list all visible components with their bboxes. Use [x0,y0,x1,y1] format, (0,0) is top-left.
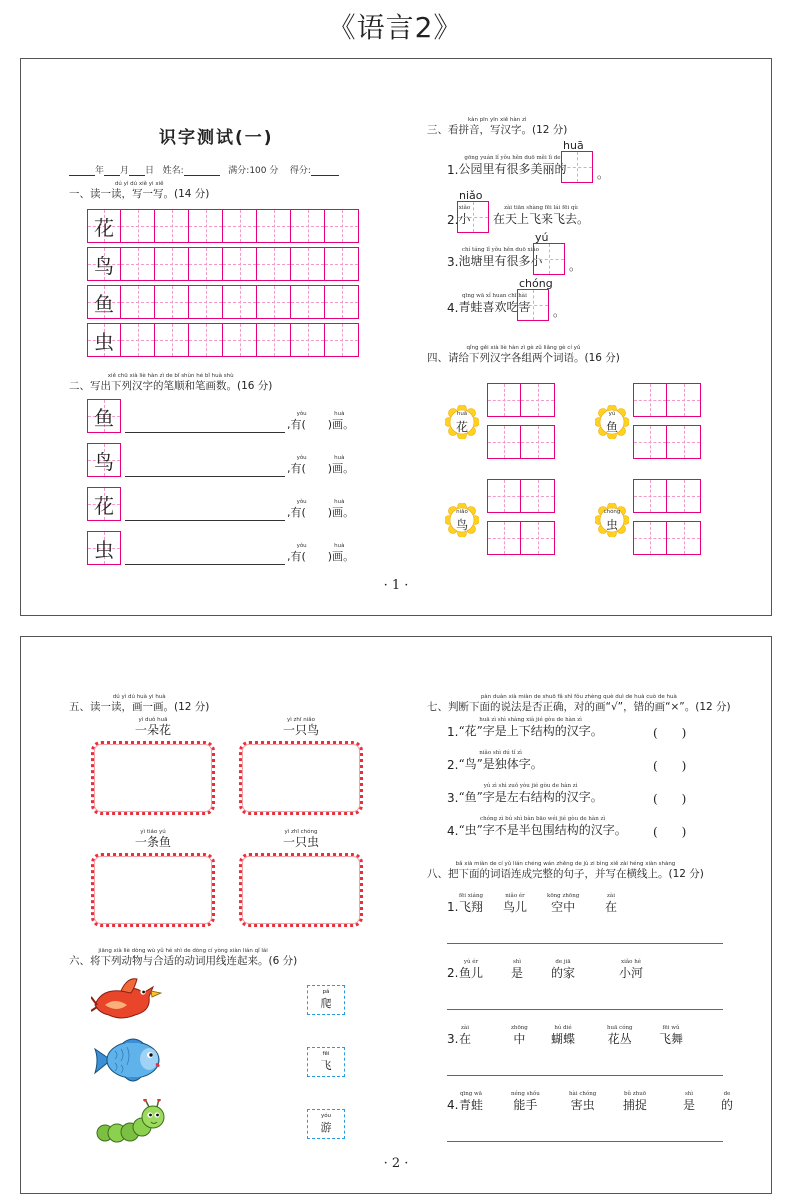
stroke-character-box [87,443,121,477]
word-grid-row [633,479,701,513]
answer-line[interactable] [447,1009,723,1010]
word-cell[interactable] [667,479,701,513]
word-text: 中 [513,1032,526,1046]
word-cell[interactable] [487,479,521,513]
stroke-order-line[interactable] [125,507,285,521]
year-blank[interactable] [69,166,95,176]
answer-pinyin: yú [535,231,549,244]
writing-cell[interactable] [121,247,155,281]
stroke-character: 鱼 [94,405,114,430]
word-chip [569,1091,596,1113]
ending-text: 。 [569,259,582,273]
answer-line[interactable] [447,943,723,944]
item-number: 3. [447,1032,459,1046]
writing-cell[interactable] [223,285,257,319]
word-pinyin: xiǎo hé [621,959,641,965]
word-chip [511,1091,540,1113]
stroke-order-line[interactable] [125,551,285,565]
word-text: 鸟儿 [503,900,528,914]
flower-badge [445,405,479,439]
prompt-pinyin: yì duǒ huā [138,717,168,723]
month-label: 月 [120,166,130,176]
section-2-label: 二、写出下列汉字的笔顺和笔画数。(16 分) [69,380,273,392]
worksheet-page-1 [20,58,772,616]
grid-row [87,323,359,357]
word-pinyin: zhōng [511,1025,528,1031]
word-text: 青蛙 [459,1098,484,1112]
section-3-pinyin: kàn pīn yīn xiě hàn zì [468,117,527,123]
section-8-pinyin: bǎ xià miàn de cí yǔ lián chéng wán zhěng de jù zi bìng xiě zài héng xiàn shàng [455,861,676,867]
drawing-frame[interactable] [239,853,363,927]
writing-cell[interactable] [189,323,223,357]
model-character: 花 [94,215,114,240]
sentence-pinyin: qīng wā xǐ huan chī hài [462,293,527,299]
writing-cell[interactable] [121,209,155,243]
word-cell[interactable] [521,521,555,555]
statement-row [447,750,543,772]
item-number: 2. [447,966,459,980]
flower-badge [595,405,629,439]
section-6-pinyin: jiāng xià liè dòng wù yǔ hé shì de dòng cí yòng xiàn lián qǐ lái [98,948,268,954]
word-text: 是 [511,966,524,980]
score-blank[interactable] [311,166,339,176]
item-number: 4. [447,301,459,315]
word-cell[interactable] [667,383,701,417]
section-6-label: 六、将下列动物与合适的动词用线连起来。(6 分) [69,955,298,967]
judgement-brackets[interactable]: ( ) [653,759,687,773]
writing-cell[interactable] [189,209,223,243]
writing-cell[interactable] [155,285,189,319]
drawing-prompt [91,717,215,737]
writing-cell[interactable] [291,285,325,319]
word-chip [607,1025,633,1047]
judgement-brackets[interactable]: ( ) [653,726,687,740]
sentence-pinyin: xiǎo [458,205,471,211]
stroke-character: 虫 [94,537,114,562]
stroke-count-text [287,411,354,431]
flower-pinyin: chóng [603,509,621,515]
writing-cell[interactable] [189,247,223,281]
word-cell[interactable] [521,479,555,513]
page-number-2: · 2 · [383,1156,409,1171]
verb-character: 游 [320,1121,332,1134]
student-info-row [69,163,339,176]
model-character-cell [87,209,121,243]
caterpillar-illustration[interactable] [95,1099,167,1145]
word-pinyin: zài [461,1025,469,1031]
flower-character: 鱼 [605,420,618,434]
statement-row [447,717,603,739]
fish-illustration[interactable] [93,1035,165,1085]
word-cell[interactable] [667,425,701,459]
word-cell[interactable] [633,383,667,417]
word-chip [619,959,643,981]
word-text: 蝴蝶 [551,1032,576,1046]
flower-pinyin: yú [608,411,616,417]
word-text: 能手 [513,1098,538,1112]
verb-pinyin: yóu [320,1113,332,1119]
statement-pinyin: yú zì shì zuǒ yòu jié gòu de hàn zì [483,783,578,789]
name-label: 姓名: [162,166,184,176]
writing-cell[interactable] [223,209,257,243]
sentence-pinyin: chí táng lǐ yǒu hěn duō xiǎo [461,247,539,253]
test-heading: 识字测试(一) [159,128,274,148]
prompt-pinyin: yì tiáo yú [140,829,166,835]
word-chip [721,1091,733,1113]
word-grid-row [487,425,555,459]
writing-cell[interactable] [257,247,291,281]
judgement-brackets[interactable]: ( ) [653,825,687,839]
item-number: 4. [447,1098,459,1112]
ending-text: 在天上飞来飞去。 [493,212,590,226]
answer-box[interactable] [561,151,593,183]
stroke-count-text [287,455,354,475]
answer-pinyin: niǎo [459,189,483,202]
writing-cell[interactable] [121,285,155,319]
prompt-pinyin: yì zhī chóng [284,829,318,835]
word-grid-row [487,521,555,555]
word-text: 小河 [619,966,644,980]
item-number: 2. [447,758,459,772]
writing-cell[interactable] [325,247,359,281]
verb-box[interactable] [307,985,345,1015]
writing-cell[interactable] [291,247,325,281]
prompt-text: 一朵花 [134,723,171,737]
word-chip [459,1091,483,1113]
document-title: 《语言2》 [327,11,463,44]
word-pinyin: fēi xiáng [459,893,484,899]
sentence-ending [569,257,581,274]
word-text: 害虫 [570,1098,595,1112]
answer-pinyin: huā [563,139,584,152]
answer-box[interactable] [533,243,565,275]
word-text: 鱼儿 [459,966,484,980]
item-number: 4. [447,824,459,838]
word-text: 的 [721,1098,734,1112]
stroke-count-label: ,有( )画。 [287,506,355,519]
writing-cell[interactable] [257,323,291,357]
word-chip [459,1025,471,1047]
section-8-label: 八、把下面的词语连成完整的句子，并写在横线上。(12 分) [427,868,704,880]
drawing-prompt [239,829,363,849]
stroke-character: 花 [94,493,114,518]
stroke-count-pinyin: yǒu huà [296,411,345,417]
name-blank[interactable] [184,166,220,176]
word-chip [459,893,483,915]
word-pinyin: hú dié [554,1025,572,1031]
sentence-ending [597,165,609,182]
word-chip [511,1025,528,1047]
drawing-prompt [91,829,215,849]
word-pinyin: hài chóng [569,1091,597,1097]
word-pinyin: niǎo ér [505,893,525,899]
day-blank[interactable] [129,166,145,176]
section-2-title [69,373,272,393]
section-5-label: 五、读一读，画一画。(12 分) [69,701,210,713]
word-text: 在 [605,900,618,914]
page-number-1: · 1 · [383,578,409,593]
grid-row [87,209,359,243]
section-1-title [69,181,209,201]
word-chip [683,1091,695,1113]
word-chip [551,959,575,981]
drawing-frame[interactable] [239,741,363,815]
verb-pinyin: fēi [322,1051,330,1057]
word-text: 是 [683,1098,696,1112]
full-score-label: 满分:100 分 [228,166,279,176]
pinyin-sentence [447,155,566,177]
word-cell[interactable] [521,425,555,459]
word-chip [659,1025,683,1047]
prompt-text: 一只虫 [282,835,319,849]
stroke-count-pinyin: yǒu huà [296,543,345,549]
stroke-character-box [87,487,121,521]
writing-cell[interactable] [291,323,325,357]
word-pinyin: néng shǒu [511,1091,540,1097]
judgement-brackets[interactable]: ( ) [653,792,687,806]
drawing-frame[interactable] [91,853,215,927]
writing-cell[interactable] [155,209,189,243]
statement-row [447,816,627,838]
bird-illustration[interactable] [91,975,165,1023]
model-character: 虫 [94,329,114,354]
word-grid-row [487,479,555,513]
word-text: 捕捉 [623,1098,648,1112]
stroke-count-label: ,有( )画。 [287,550,355,563]
sentence-ending [553,303,565,320]
stroke-order-line[interactable] [125,463,285,477]
word-grid-row [633,521,701,555]
sentence-text: 青蛙喜欢吃害 [458,300,531,314]
writing-cell[interactable] [223,323,257,357]
day-label: 日 [145,166,155,176]
statement-pinyin: chóng zì bú shì bàn bāo wéi jié gòu de hàn zì [480,816,606,822]
word-cell[interactable] [633,425,667,459]
writing-cell[interactable] [291,209,325,243]
ending-text: 。 [597,167,610,181]
stroke-count-label: ,有( )画。 [287,462,355,475]
stroke-character: 鸟 [94,449,114,474]
verb-character: 爬 [320,997,332,1010]
word-text: 花丛 [607,1032,632,1046]
stroke-count-text [287,499,354,519]
writing-cell[interactable] [155,247,189,281]
word-cell[interactable] [633,479,667,513]
verb-pinyin: pá [322,989,330,995]
word-chip [551,1025,575,1047]
ending-pinyin: zài tiān shàng fēi lái fēi qù [504,205,578,211]
section-1-pinyin: dú yì dú xiě yi xiě [114,181,164,187]
sentence-ending [493,205,589,227]
flower-character: 鸟 [455,518,468,532]
word-text: 飞舞 [659,1032,684,1046]
section-1-label: 一、读一读，写一写。(14 分) [69,188,210,200]
item-number: 1. [447,900,459,914]
item-number: 1. [447,725,459,739]
grid-row [87,285,359,319]
word-pinyin: shì [512,959,522,965]
section-4-pinyin: qǐng gěi xià liè hàn zì gè zǔ liǎng gè cí yǔ [466,345,581,351]
stroke-count-pinyin: yǒu huà [296,455,345,461]
word-text: 在 [459,1032,472,1046]
pinyin-sentence [447,247,542,269]
word-pinyin: fēi wǔ [662,1025,680,1031]
statement-text: “鸟”是独体字。 [458,757,543,771]
verb-character: 飞 [320,1059,332,1072]
word-chip [511,959,523,981]
sentence-pinyin: gōng yuán lǐ yǒu hěn duō měi lì de [464,155,561,161]
model-character-cell [87,285,121,319]
word-pinyin: de jiā [555,959,571,965]
word-cell[interactable] [633,521,667,555]
statement-pinyin: huā zì shì shàng xià jié gòu de hàn zì [479,717,582,723]
stroke-count-label: ,有( )画。 [287,418,355,431]
model-character: 鱼 [94,291,114,316]
word-grid-row [487,383,555,417]
word-grid-row [633,425,701,459]
word-pinyin: zài [607,893,615,899]
answer-box[interactable] [517,289,549,321]
statement-pinyin: niǎo shì dú tǐ zì [479,750,522,756]
prompt-text: 一条鱼 [134,835,171,849]
stroke-count-text [287,543,354,563]
writing-cell[interactable] [257,285,291,319]
word-chip [459,959,483,981]
model-character-cell [87,323,121,357]
flower-pinyin: niǎo [456,509,468,515]
word-pinyin: de [723,1091,731,1097]
section-3-title [427,117,567,137]
statement-text: “虫”字不是半包围结构的汉字。 [458,823,627,837]
item-number: 3. [447,791,459,805]
score-label: 得分: [289,166,311,176]
stroke-order-line[interactable] [125,419,285,433]
section-2-pinyin: xiě chū xià liè hàn zì de bǐ shùn hé bǐ huà shù [107,373,234,379]
writing-cell[interactable] [155,323,189,357]
word-pinyin: bǔ zhuō [623,1091,647,1097]
prompt-pinyin: yì zhī niǎo [287,717,315,723]
writing-cell[interactable] [325,285,359,319]
word-chip [547,893,579,915]
word-pinyin: yú ér [463,959,479,965]
drawing-prompt [239,717,363,737]
year-label: 年 [95,166,105,176]
section-5-pinyin: dú yì dú huà yi huà [112,694,166,700]
flower-character: 虫 [605,518,618,532]
statement-text: “鱼”字是左右结构的汉字。 [458,790,603,804]
model-character-cell [87,247,121,281]
word-pinyin: qīng wā [459,1091,483,1097]
writing-cell[interactable] [325,209,359,243]
sentence-text: 小 [458,212,471,226]
section-3-label: 三、看拼音，写汉字。(12 分) [427,124,568,136]
verb-box[interactable] [307,1047,345,1077]
word-text: 空中 [551,900,576,914]
word-cell[interactable] [487,383,521,417]
word-pinyin: shì [684,1091,694,1097]
word-cell[interactable] [667,521,701,555]
flower-badge [445,503,479,537]
word-grid-row [633,383,701,417]
verb-box[interactable] [307,1109,345,1139]
writing-cell[interactable] [325,323,359,357]
section-4-title [427,345,620,365]
flower-badge [595,503,629,537]
writing-cell[interactable] [257,209,291,243]
word-chip [623,1091,647,1113]
stroke-count-pinyin: yǒu huà [296,499,345,505]
word-cell[interactable] [487,425,521,459]
stroke-character-box [87,531,121,565]
prompt-text: 一只鸟 [282,723,319,737]
section-7-pinyin: pàn duàn xià miàn de shuō fǎ shì fǒu zhèng què duì de huà cuò de huà [480,694,677,700]
answer-line[interactable] [447,1075,723,1076]
word-pinyin: kōng zhōng [547,893,580,899]
sentence-text: 池塘里有很多小 [458,254,543,268]
word-pinyin: huā cóng [607,1025,633,1031]
word-chip [605,893,617,915]
statement-row [447,783,603,805]
answer-box[interactable] [457,201,489,233]
month-blank[interactable] [104,166,120,176]
drawing-frame[interactable] [91,741,215,815]
answer-line[interactable] [447,1141,723,1142]
word-text: 飞翔 [459,900,484,914]
section-5-title [69,694,209,714]
worksheet-page-2 [20,636,772,1194]
item-number: 2. [447,213,459,227]
writing-cell[interactable] [223,247,257,281]
section-7-label: 七、判断下面的说法是否正确，对的画“√”，错的画“×”。(12 分) [427,701,731,713]
answer-pinyin: chóng [519,277,553,290]
section-7-title [427,694,731,714]
writing-cell[interactable] [121,323,155,357]
word-cell[interactable] [521,383,555,417]
word-text: 的家 [551,966,576,980]
item-number: 1. [447,163,459,177]
section-6-title [69,948,297,968]
flower-pinyin: huā [456,411,468,417]
writing-cell[interactable] [189,285,223,319]
section-8-title [427,861,704,881]
stroke-character-box [87,399,121,433]
ending-text: 。 [553,305,566,319]
sentence-text: 公园里有很多美丽的 [458,162,567,176]
word-cell[interactable] [487,521,521,555]
item-number: 3. [447,255,459,269]
grid-row [87,247,359,281]
word-chip [503,893,527,915]
section-4-label: 四、请给下列汉字各组两个词语。(16 分) [427,352,620,364]
statement-text: “花”字是上下结构的汉字。 [458,724,603,738]
model-character: 鸟 [94,253,114,278]
flower-character: 花 [455,420,468,434]
